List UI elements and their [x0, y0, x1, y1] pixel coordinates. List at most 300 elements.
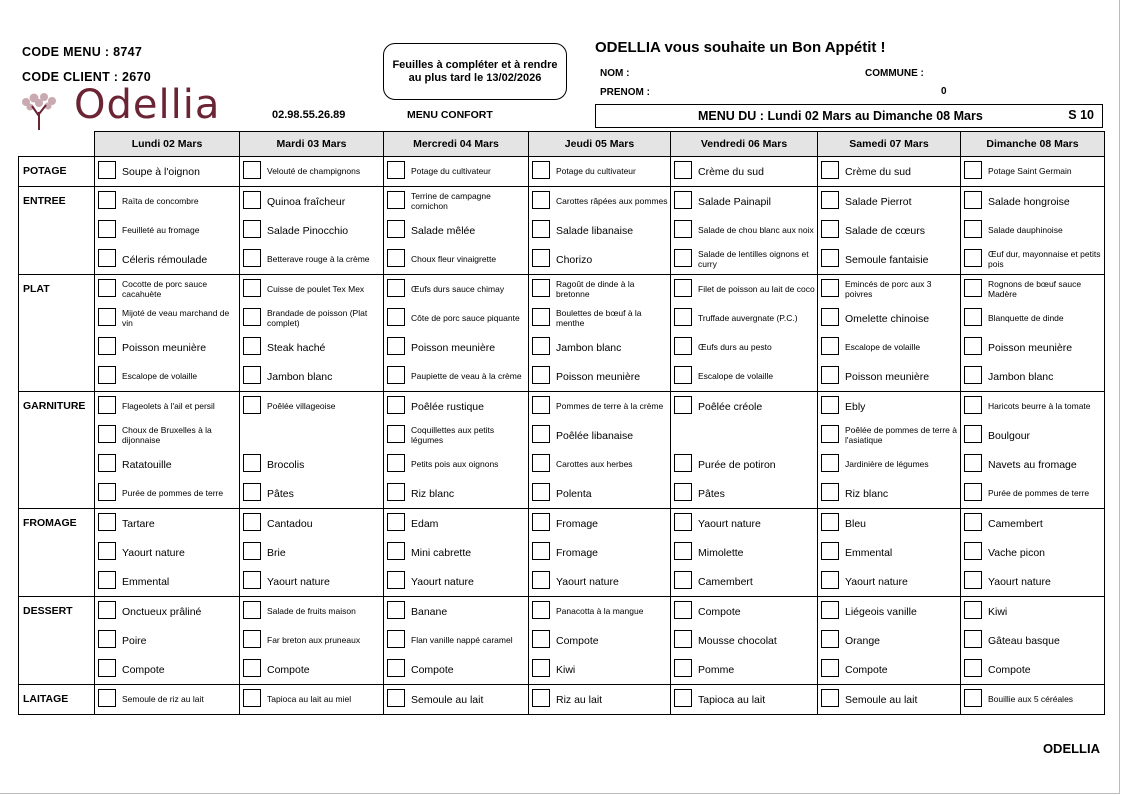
dish-label: Poisson meunière [845, 370, 930, 383]
choice-checkbox[interactable] [964, 659, 982, 677]
dish-label: Tapioca au lait [698, 693, 766, 706]
dish-label: Feuilleté au fromage [122, 224, 200, 235]
choice-checkbox[interactable] [387, 366, 405, 384]
choice-checkbox[interactable] [821, 601, 839, 619]
choice-checkbox[interactable] [964, 366, 982, 384]
dish-label: Tartare [122, 517, 155, 530]
dish-label: Compote [698, 605, 741, 618]
dish-label: Compote [267, 663, 310, 676]
menu-cell [529, 421, 671, 450]
menu-cell [95, 597, 240, 627]
menu-cell [95, 479, 240, 509]
dish-label: Poêlée créole [698, 400, 763, 413]
dish-label: Vache picon [988, 546, 1046, 559]
welcome-title: ODELLIA vous souhaite un Bon Appétit ! [595, 39, 886, 56]
dish-label: Riz au lait [556, 693, 603, 706]
menu-cell [671, 216, 818, 245]
choice-checkbox[interactable] [821, 513, 839, 531]
category-label: GARNITURE [19, 392, 95, 509]
menu-cell [240, 304, 384, 333]
choice-checkbox[interactable] [964, 220, 982, 238]
dish-label: Crème du sud [845, 165, 911, 178]
commune-label: COMMUNE : [865, 68, 924, 79]
menu-cell [818, 626, 961, 655]
choice-checkbox[interactable] [387, 220, 405, 238]
menu-cell [961, 538, 1105, 567]
choice-checkbox[interactable] [98, 630, 116, 648]
dish-label: Flageolets à l'ail et persil [122, 400, 215, 411]
dish-label: Brocolis [267, 458, 305, 471]
menu-cell [671, 685, 818, 715]
menu-cell [818, 450, 961, 479]
choice-checkbox[interactable] [243, 454, 261, 472]
choice-checkbox[interactable] [243, 337, 261, 355]
dish-label: Yaourt nature [411, 575, 474, 588]
dish-label: Ratatouille [122, 458, 172, 471]
menu-cell [240, 626, 384, 655]
choice-checkbox[interactable] [821, 337, 839, 355]
dish-label: Mijoté de veau marchand de vin [122, 308, 230, 328]
menu-cell [240, 538, 384, 567]
choice-checkbox[interactable] [964, 191, 982, 209]
menu-cell [95, 187, 240, 217]
menu-row [19, 450, 1105, 479]
choice-checkbox[interactable] [821, 191, 839, 209]
menu-cell [529, 333, 671, 362]
choice-checkbox[interactable] [964, 571, 982, 589]
menu-cell [818, 187, 961, 217]
dish-label: Poêlée villageoise [267, 400, 336, 411]
choice-checkbox[interactable] [674, 396, 692, 414]
choice-checkbox[interactable] [821, 425, 839, 443]
choice-checkbox[interactable] [98, 689, 116, 707]
menu-cell [384, 479, 529, 509]
footer-brand: ODELLIA [1042, 741, 1100, 756]
menu-cell [529, 304, 671, 333]
choice-checkbox[interactable] [98, 249, 116, 267]
menu-cell [961, 275, 1105, 305]
menu-cell [384, 655, 529, 685]
dish-label: Yaourt nature [556, 575, 619, 588]
dish-label: Kiwi [988, 605, 1008, 618]
menu-row [19, 626, 1105, 655]
choice-checkbox[interactable] [532, 542, 550, 560]
choice-checkbox[interactable] [674, 220, 692, 238]
choice-checkbox[interactable] [964, 513, 982, 531]
choice-checkbox[interactable] [387, 249, 405, 267]
choice-checkbox[interactable] [964, 337, 982, 355]
phone-number: 02.98.55.26.89 [272, 109, 346, 121]
choice-checkbox[interactable] [532, 513, 550, 531]
menu-row [19, 421, 1105, 450]
menu-cell [818, 245, 961, 275]
category-label: POTAGE [19, 157, 95, 187]
choice-checkbox[interactable] [964, 483, 982, 501]
menu-cell [671, 245, 818, 275]
choice-checkbox[interactable] [821, 659, 839, 677]
choice-checkbox[interactable] [821, 454, 839, 472]
dish-label: Escalope de volaille [122, 370, 198, 381]
choice-checkbox[interactable] [98, 513, 116, 531]
deadline-box [383, 43, 567, 100]
menu-cell [240, 392, 384, 422]
menu-cell [529, 392, 671, 422]
choice-checkbox[interactable] [387, 161, 405, 179]
choice-checkbox[interactable] [821, 689, 839, 707]
dish-label: Poisson meunière [556, 370, 641, 383]
menu-cell [961, 216, 1105, 245]
menu-cell [671, 479, 818, 509]
choice-checkbox[interactable] [674, 659, 692, 677]
choice-checkbox[interactable] [821, 396, 839, 414]
menu-row [19, 245, 1105, 275]
menu-cell [529, 597, 671, 627]
menu-cell [671, 655, 818, 685]
choice-checkbox[interactable] [964, 630, 982, 648]
choice-checkbox[interactable] [964, 249, 982, 267]
choice-checkbox[interactable] [98, 454, 116, 472]
dish-label: Panacotta à la mangue [556, 605, 644, 616]
menu-cell [818, 275, 961, 305]
dish-label: Emincés de porc aux 3 poivres [845, 279, 932, 299]
choice-checkbox[interactable] [243, 542, 261, 560]
dish-label: Ragoût de dinde à la bretonne [556, 279, 635, 299]
choice-checkbox[interactable] [674, 630, 692, 648]
dish-label: Œufs durs au pesto [698, 341, 772, 352]
dish-label: Purée de pommes de terre [988, 487, 1090, 498]
choice-checkbox[interactable] [98, 279, 116, 297]
choice-checkbox[interactable] [821, 279, 839, 297]
choice-checkbox[interactable] [387, 396, 405, 414]
choice-checkbox[interactable] [821, 571, 839, 589]
menu-cell [384, 597, 529, 627]
menu-cell [671, 421, 818, 450]
dish-label: Pommes de terre à la crème [556, 400, 664, 411]
choice-checkbox[interactable] [532, 161, 550, 179]
menu-row [19, 216, 1105, 245]
choice-checkbox[interactable] [532, 601, 550, 619]
choice-checkbox[interactable] [387, 483, 405, 501]
choice-checkbox[interactable] [243, 249, 261, 267]
category-label: LAITAGE [19, 685, 95, 715]
menu-cell [240, 362, 384, 392]
choice-checkbox[interactable] [964, 425, 982, 443]
choice-checkbox[interactable] [243, 366, 261, 384]
logo-text: Odellia [74, 82, 221, 128]
menu-cell [384, 421, 529, 450]
menu-cell [671, 304, 818, 333]
dish-label: Steak haché [267, 341, 326, 354]
choice-checkbox[interactable] [964, 308, 982, 326]
menu-cell [671, 450, 818, 479]
choice-checkbox[interactable] [674, 366, 692, 384]
choice-checkbox[interactable] [821, 542, 839, 560]
category-label: FROMAGE [19, 509, 95, 597]
choice-checkbox[interactable] [964, 601, 982, 619]
menu-cell [961, 567, 1105, 597]
choice-checkbox[interactable] [532, 308, 550, 326]
dish-label: Polenta [556, 487, 592, 500]
choice-checkbox[interactable] [674, 483, 692, 501]
day-header: Mardi 03 Mars [240, 132, 384, 157]
dish-label: Emmental [845, 546, 893, 559]
dish-label: Potage Saint Germain [988, 165, 1072, 176]
menu-cell [671, 362, 818, 392]
menu-cell [529, 538, 671, 567]
dish-label: Navets au fromage [988, 458, 1077, 471]
day-header-row [19, 132, 1105, 157]
choice-checkbox[interactable] [532, 630, 550, 648]
dish-label: Purée de pommes de terre [122, 487, 224, 498]
choice-checkbox[interactable] [821, 220, 839, 238]
menu-cell [818, 333, 961, 362]
dish-label: Céleris rémoulade [122, 253, 208, 266]
menu-cell [529, 450, 671, 479]
dish-label: Yaourt nature [122, 546, 185, 559]
menu-cell [240, 275, 384, 305]
choice-checkbox[interactable] [98, 396, 116, 414]
dish-label: Coquillettes aux petits légumes [411, 425, 495, 445]
choice-checkbox[interactable] [387, 659, 405, 677]
dish-label: Jambon blanc [267, 370, 333, 383]
choice-checkbox[interactable] [964, 396, 982, 414]
dish-label: Truffade auvergnate (P.C.) [698, 312, 798, 323]
corner-cell [19, 132, 95, 157]
dish-label: Banane [411, 605, 448, 618]
choice-checkbox[interactable] [964, 161, 982, 179]
choice-checkbox[interactable] [243, 161, 261, 179]
menu-cell [961, 157, 1105, 187]
tree-icon [18, 90, 68, 132]
menu-cell [240, 216, 384, 245]
choice-checkbox[interactable] [98, 601, 116, 619]
menu-body [19, 157, 1105, 715]
menu-row [19, 655, 1105, 685]
menu-cell [384, 333, 529, 362]
menu-cell [240, 421, 384, 450]
dish-label: Yaourt nature [988, 575, 1051, 588]
menu-cell [529, 626, 671, 655]
choice-checkbox[interactable] [243, 659, 261, 677]
menu-row [19, 392, 1105, 422]
choice-checkbox[interactable] [532, 191, 550, 209]
menu-cell [384, 362, 529, 392]
menu-cell [961, 245, 1105, 275]
dish-label: Boulettes de bœuf à la menthe [556, 308, 642, 328]
menu-cell [529, 187, 671, 217]
choice-checkbox[interactable] [964, 542, 982, 560]
menu-cell [529, 157, 671, 187]
code-client: CODE CLIENT : 2670 [22, 70, 152, 84]
choice-checkbox[interactable] [532, 396, 550, 414]
choice-checkbox[interactable] [243, 191, 261, 209]
dish-label: Brie [267, 546, 286, 559]
menu-period-box [595, 104, 1103, 128]
dish-label: Escalope de volaille [698, 370, 774, 381]
choice-checkbox[interactable] [532, 689, 550, 707]
dish-label: Semoule au lait [411, 693, 484, 706]
menu-cell [240, 333, 384, 362]
choice-checkbox[interactable] [387, 630, 405, 648]
dish-label: Tapioca au lait au miel [267, 693, 352, 704]
menu-cell [961, 421, 1105, 450]
dish-label: Purée de potiron [698, 458, 776, 471]
choice-checkbox[interactable] [532, 279, 550, 297]
choice-checkbox[interactable] [674, 601, 692, 619]
menu-cell [240, 685, 384, 715]
menu-cell [529, 275, 671, 305]
menu-cell [818, 685, 961, 715]
choice-checkbox[interactable] [98, 308, 116, 326]
menu-cell [529, 509, 671, 539]
choice-checkbox[interactable] [387, 542, 405, 560]
choice-checkbox[interactable] [387, 337, 405, 355]
choice-checkbox[interactable] [98, 191, 116, 209]
menu-row [19, 538, 1105, 567]
choice-checkbox[interactable] [532, 454, 550, 472]
choice-checkbox[interactable] [243, 220, 261, 238]
menu-row [19, 304, 1105, 333]
dish-label: Mimolette [698, 546, 744, 559]
choice-checkbox[interactable] [674, 542, 692, 560]
choice-checkbox[interactable] [387, 689, 405, 707]
choice-checkbox[interactable] [674, 191, 692, 209]
choice-checkbox[interactable] [387, 308, 405, 326]
choice-checkbox[interactable] [532, 337, 550, 355]
dish-label: Riz blanc [411, 487, 455, 500]
dish-label: Bleu [845, 517, 867, 530]
choice-checkbox[interactable] [243, 630, 261, 648]
choice-checkbox[interactable] [964, 279, 982, 297]
deadline-line-1: Feuilles à compléter et à rendre [392, 59, 558, 71]
choice-checkbox[interactable] [821, 630, 839, 648]
choice-checkbox[interactable] [98, 659, 116, 677]
choice-checkbox[interactable] [243, 483, 261, 501]
menu-cell [95, 304, 240, 333]
dish-label: Carottes aux herbes [556, 458, 633, 469]
dish-label: Cocotte de porc sauce cacahuète [122, 279, 208, 299]
choice-checkbox[interactable] [532, 571, 550, 589]
menu-cell [961, 333, 1105, 362]
choice-checkbox[interactable] [98, 161, 116, 179]
menu-row [19, 333, 1105, 362]
day-header: Jeudi 05 Mars [529, 132, 671, 157]
choice-checkbox[interactable] [674, 689, 692, 707]
dish-label: Bouillie aux 5 céréales [988, 693, 1074, 704]
choice-checkbox[interactable] [674, 249, 692, 267]
choice-checkbox[interactable] [532, 483, 550, 501]
choice-checkbox[interactable] [98, 366, 116, 384]
choice-checkbox[interactable] [243, 396, 261, 414]
day-header: Mercredi 04 Mars [384, 132, 529, 157]
choice-checkbox[interactable] [964, 454, 982, 472]
dish-label: Camembert [698, 575, 753, 588]
menu-cell [95, 567, 240, 597]
choice-checkbox[interactable] [674, 161, 692, 179]
choice-checkbox[interactable] [674, 571, 692, 589]
dish-label: Poisson meunière [411, 341, 496, 354]
choice-checkbox[interactable] [387, 425, 405, 443]
menu-cell [95, 538, 240, 567]
choice-checkbox[interactable] [674, 337, 692, 355]
menu-cell [818, 362, 961, 392]
choice-checkbox[interactable] [821, 161, 839, 179]
choice-checkbox[interactable] [243, 279, 261, 297]
choice-checkbox[interactable] [532, 659, 550, 677]
choice-checkbox[interactable] [821, 366, 839, 384]
choice-checkbox[interactable] [243, 601, 261, 619]
choice-checkbox[interactable] [98, 483, 116, 501]
choice-checkbox[interactable] [387, 513, 405, 531]
menu-cell [818, 421, 961, 450]
choice-checkbox[interactable] [243, 689, 261, 707]
choice-checkbox[interactable] [674, 454, 692, 472]
choice-checkbox[interactable] [98, 542, 116, 560]
choice-checkbox[interactable] [821, 249, 839, 267]
choice-checkbox[interactable] [387, 191, 405, 209]
dish-label: Terrine de campagne cornichon [411, 191, 491, 211]
choice-checkbox[interactable] [964, 689, 982, 707]
menu-cell [384, 157, 529, 187]
choice-checkbox[interactable] [532, 220, 550, 238]
dish-label: Salade mêlée [411, 224, 476, 237]
choice-checkbox[interactable] [532, 249, 550, 267]
choice-checkbox[interactable] [243, 308, 261, 326]
menu-table [18, 131, 1105, 715]
dish-label: Gâteau basque [988, 634, 1060, 647]
choice-checkbox[interactable] [674, 279, 692, 297]
menu-row [19, 187, 1105, 217]
menu-cell [95, 421, 240, 450]
dish-label: Camembert [988, 517, 1043, 530]
choice-checkbox[interactable] [387, 601, 405, 619]
choice-checkbox[interactable] [387, 571, 405, 589]
dish-label: Mini cabrette [411, 546, 472, 559]
choice-checkbox[interactable] [674, 308, 692, 326]
choice-checkbox[interactable] [98, 425, 116, 443]
choice-checkbox[interactable] [387, 454, 405, 472]
dish-label: Jambon blanc [988, 370, 1054, 383]
choice-checkbox[interactable] [98, 571, 116, 589]
dish-label: Compote [122, 663, 165, 676]
dish-label: Poêlée de pommes de terre à l'asiatique [845, 425, 957, 445]
choice-checkbox[interactable] [243, 513, 261, 531]
choice-checkbox[interactable] [821, 308, 839, 326]
menu-cell [818, 392, 961, 422]
dish-label: Jardinière de légumes [845, 458, 929, 469]
dish-label: Yaourt nature [845, 575, 908, 588]
dish-label: Mousse chocolat [698, 634, 777, 647]
choice-checkbox[interactable] [243, 571, 261, 589]
choice-checkbox[interactable] [532, 366, 550, 384]
choice-checkbox[interactable] [532, 425, 550, 443]
code-menu: CODE MENU : 8747 [22, 45, 143, 59]
menu-cell [240, 597, 384, 627]
menu-cell [240, 567, 384, 597]
dish-label: Potage du cultivateur [411, 165, 491, 176]
choice-checkbox[interactable] [387, 279, 405, 297]
dish-label: Fromage [556, 517, 599, 530]
choice-checkbox[interactable] [98, 337, 116, 355]
dish-label: Salade Pierrot [845, 195, 912, 208]
dish-label: Paupiette de veau à la crème [411, 370, 522, 381]
menu-cell [529, 362, 671, 392]
choice-checkbox[interactable] [674, 513, 692, 531]
menu-row [19, 597, 1105, 627]
choice-checkbox[interactable] [821, 483, 839, 501]
choice-checkbox[interactable] [98, 220, 116, 238]
menu-cell [671, 392, 818, 422]
